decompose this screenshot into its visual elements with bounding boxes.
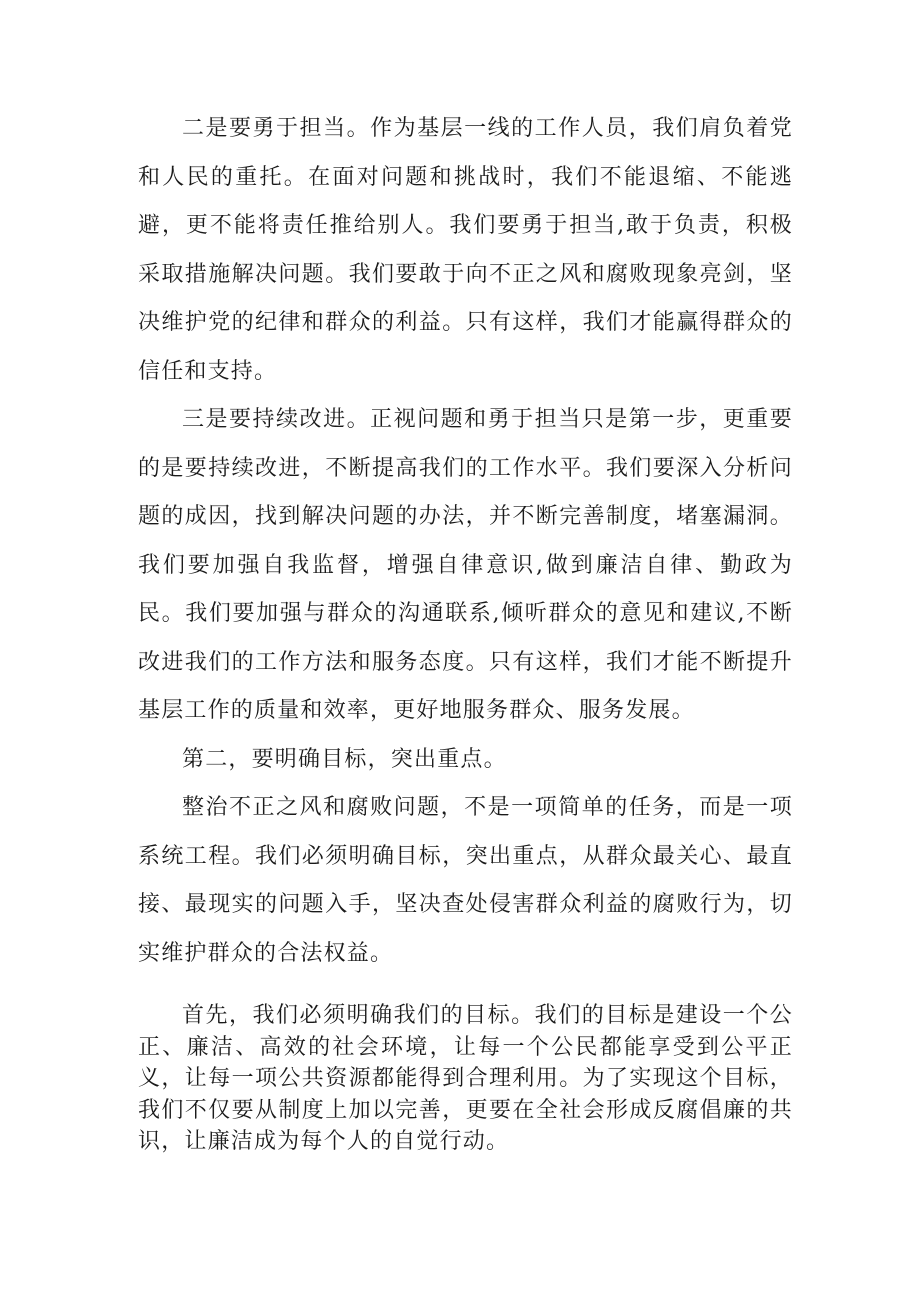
paragraph-taking-responsibility: 二是要勇于担当。作为基层一线的工作人员，我们肩负着党和人民的重托。在面对问题和挑战时，我们不能退缩、不能逃避，更不能将责任推给别人。我们要勇于担当,敢于负责，积极采取措施解决问题。我们要敢于向不正之风和腐败现象亮剑，坚决维护党的纪律和群众的利益。只有这样，我们才能赢得群众的信任和支持。 [138,116,793,384]
paragraph-continuous-improvement: 三是要持续改进。正视问题和勇于担当只是第一步，更重要的是要持续改进，不断提高我们的工作水平。我们要深入分析问题的成因，找到解决问题的办法，并不断完善制度，堵塞漏洞。我们要加强自我监督，增强自律意识,做到廉洁自律、勤政为民。我们要加强与群众的沟通联系,倾听群众的意见和建议,不断改进我们的工作方法和服务态度。只有这样，我们才能不断提升基层工作的质量和效率，更好地服务群众、服务发展。 [138,407,793,723]
section-heading-second: 第二，要明确目标，突出重点。 [182,746,507,772]
document-body [138,105,793,1158]
paragraph-rectification: 整治不正之风和腐败问题，不是一项简单的任务，而是一项系统工程。我们必须明确目标，突出重点，从群众最关心、最直接、最现实的问题入手，坚决查处侵害群众利益的腐败行为，切实维护群众的合法权益。 [138,795,793,966]
paragraph-first-goal: 首先，我们必须明确我们的目标。我们的目标是建设一个公正、廉洁、高效的社会环境，让每一个公民都能享受到公平正义，让每一项公共资源都能得到合理利用。为了实现这个目标，我们不仅要从制度上加以完善，更要在全社会形成反腐倡廉的共识，让廉洁成为每个人的自觉行动。 [138,1003,793,1154]
